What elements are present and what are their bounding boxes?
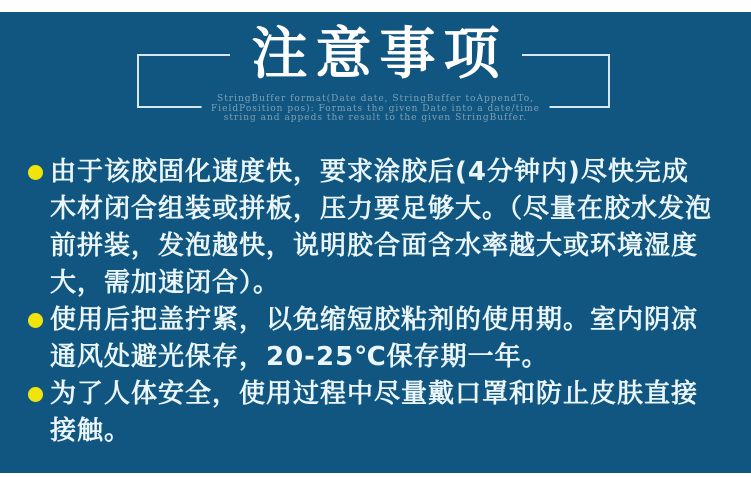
bullet-dot-icon [28,387,43,402]
bottom-white-strip [0,473,751,477]
notice-item [28,302,720,376]
notice-text: 为了人体安全，使用过程中尽量戴口罩和防止皮肤直接接触。 [50,379,699,446]
bullet-dot-icon [28,313,43,328]
notice-text: 由于该胶固化速度快，要求涂胶后(4分钟内)尽快完成木材闭合组装或拼板，压力要足够大。（尽量在胶水发泡前拼装，发泡越快，说明胶合面含水率越大或环境湿度大，需加速闭合）。 [50,157,713,298]
notice-list [28,154,720,450]
bullet-dot-icon [28,165,43,180]
page-title: 注意事项 [230,20,522,90]
watermark-line-3: string and appeds the result to the given StringBuffer. [223,113,528,123]
notice-item [28,154,720,302]
watermark-text [201,95,550,124]
watermark-line-1: StringBuffer format(Date date, StringBuffer toAppendTo, [217,94,534,104]
notice-item [28,376,720,450]
watermark-line-2: FieldPosition pos): Formats the given Date into a date/time [211,103,540,114]
notice-text: 使用后把盖拧紧，以免缩短胶粘剂的使用期。室内阴凉通风处避光保存，20-25℃保存期一年。 [50,305,699,372]
top-white-strip [0,0,751,12]
